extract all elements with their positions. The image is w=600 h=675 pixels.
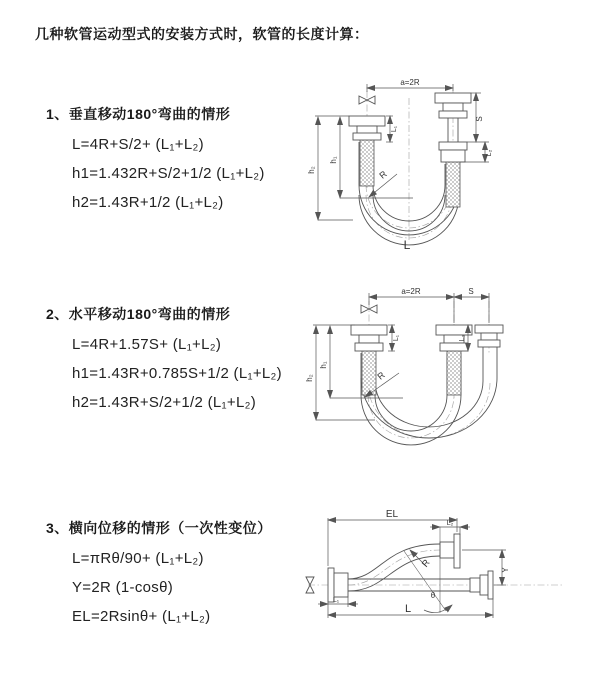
- dim-label-theta: θ: [430, 591, 436, 600]
- dim-label-s: S: [468, 287, 474, 296]
- dim-label-a2r: a=2R: [401, 287, 421, 296]
- diagram-lateral-displacement: [300, 505, 595, 655]
- dim-label-l2: L₂: [459, 334, 466, 342]
- dim-label-el: EL: [385, 509, 399, 520]
- formula-h2: h2=1.43R+S/2+1/2 (L₁+L₂): [72, 394, 257, 411]
- hose-fittings: [328, 534, 493, 602]
- diagram-horizontal-bend: [303, 283, 595, 473]
- dimension-lines: [318, 518, 506, 618]
- section-horizontal-bend: [46, 304, 282, 411]
- dimension-labels: [333, 509, 510, 615]
- diagram-vertical-bend: [303, 72, 595, 257]
- dimension-labels: [307, 78, 493, 252]
- section-2-heading: 2、水平移动180°弯曲的情形: [46, 306, 231, 322]
- dim-label-a2r: a=2R: [400, 78, 420, 87]
- center-lines: [368, 301, 490, 438]
- formula-y: Y=2R (1-cosθ): [72, 579, 174, 596]
- dim-label-l1: L₁: [332, 597, 340, 604]
- hose-fittings: [351, 325, 503, 351]
- dim-label-r: R: [419, 557, 432, 569]
- dim-label-h2: h₂: [305, 374, 314, 382]
- section-3-heading: 3、横向位移的情形（一次性变位）: [46, 520, 272, 536]
- formula-h1: h1=1.43R+0.785S+1/2 (L₁+L₂): [72, 365, 282, 382]
- dim-label-r: R: [375, 369, 387, 382]
- dim-label-l: L: [403, 238, 411, 252]
- dim-label-r: R: [377, 168, 389, 181]
- dimension-lines: [313, 293, 489, 420]
- page-title: 几种软管运动型式的安装方式时，软管的长度计算：: [35, 26, 369, 42]
- formula-el: EL=2Rsinθ+ (L₁+L₂): [72, 608, 211, 625]
- dim-label-l1: L₁: [391, 125, 398, 133]
- formula-h2: h2=1.43R+1/2 (L₁+L₂): [72, 194, 224, 211]
- dim-label-l: L: [404, 603, 412, 615]
- dim-label-l1: L₁: [393, 334, 400, 342]
- dim-label-l2: L₂: [486, 149, 493, 157]
- dim-label-y: Y: [501, 567, 510, 573]
- formula-l: L=πRθ/90+ (L₁+L₂): [72, 550, 204, 567]
- section-vertical-bend: [46, 104, 265, 211]
- dim-label-h1: h₁: [329, 156, 338, 164]
- section-1-heading: 1、垂直移动180°弯曲的情形: [46, 106, 231, 122]
- dim-label-l2: L₂: [446, 520, 454, 527]
- formula-l: L=4R+1.57S+ (L₁+L₂): [72, 336, 222, 353]
- dim-label-h2: h₂: [307, 166, 316, 174]
- formula-h1: h1=1.432R+S/2+1/2 (L₁+L₂): [72, 165, 265, 182]
- dim-label-s: S: [475, 116, 484, 122]
- hose-outline: [361, 347, 497, 445]
- section-lateral-displacement: [46, 518, 272, 625]
- dim-label-h1: h₁: [319, 361, 328, 369]
- formula-l: L=4R+S/2+ (L₁+L₂): [72, 136, 204, 153]
